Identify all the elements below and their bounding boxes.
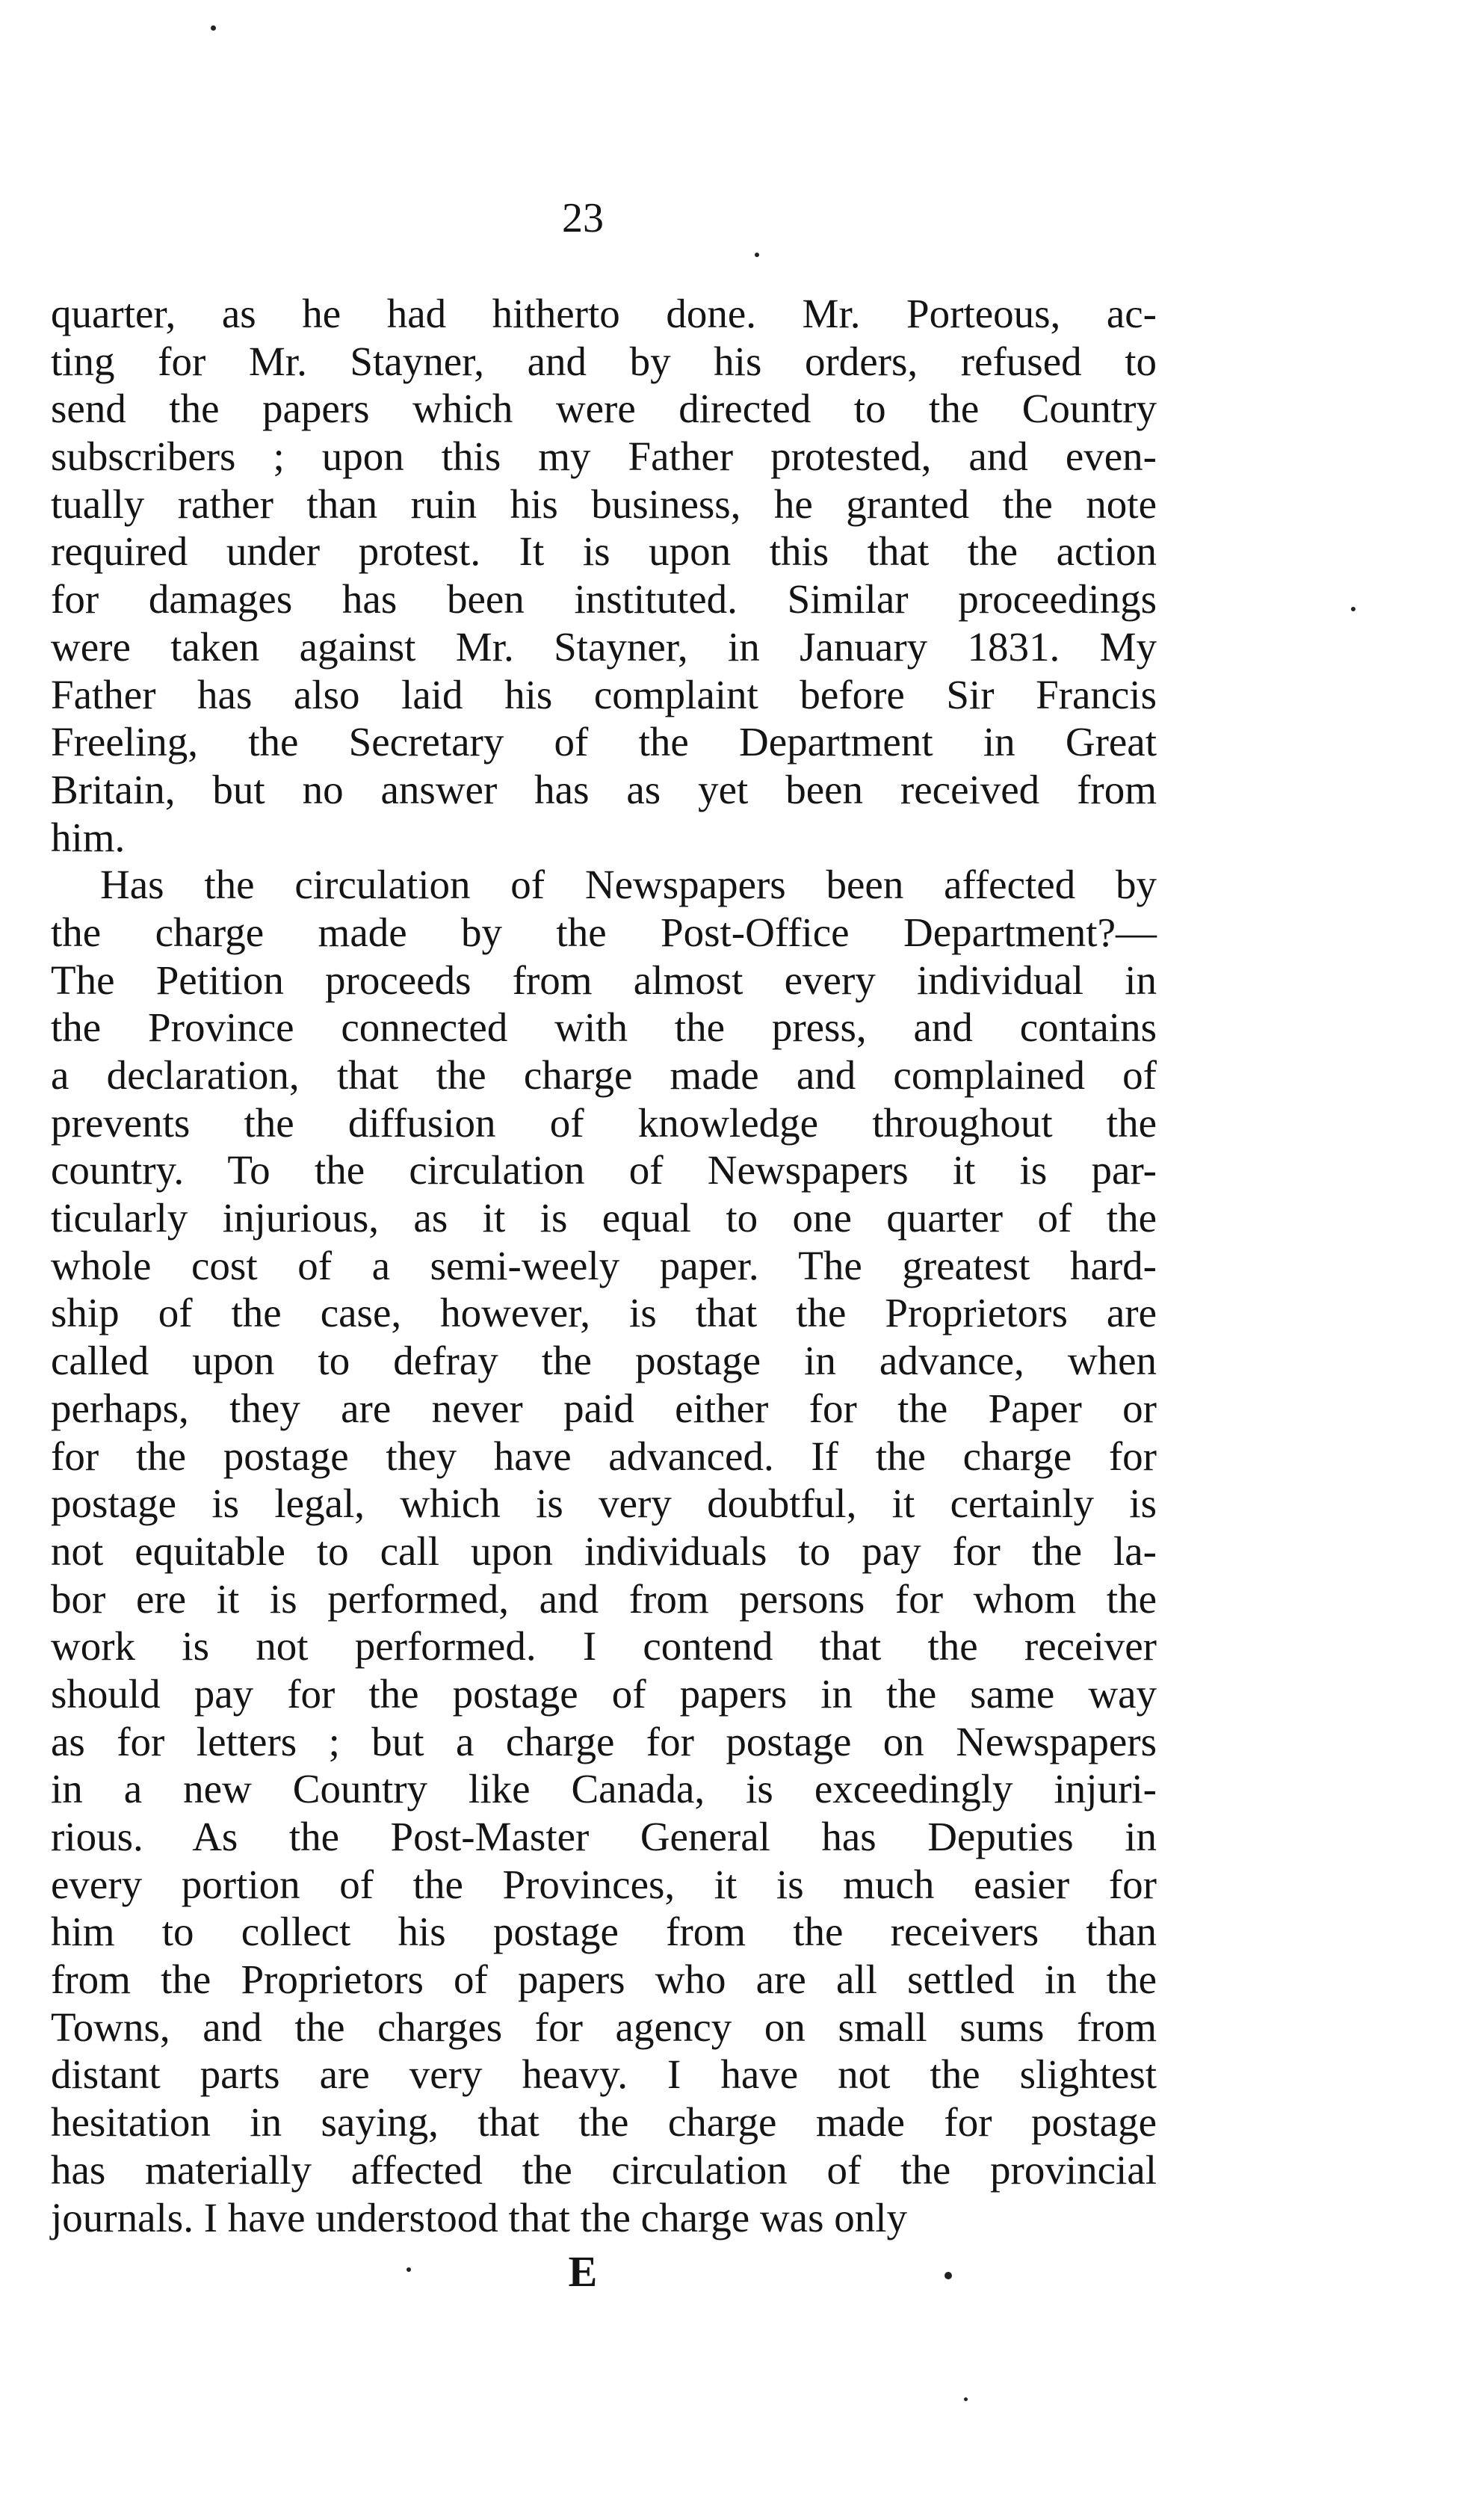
text-line: Towns, and the charges for agency on small sums from	[51, 2004, 1157, 2050]
text-line: country. To the circulation of Newspapers it is par-	[51, 1147, 1157, 1193]
text-line: not equitable to call upon individuals to pay for the la-	[51, 1528, 1157, 1574]
text-line: called upon to defray the postage in advance, when	[51, 1338, 1157, 1384]
text-line: as for letters ; but a charge for postage on Newspapers	[51, 1718, 1157, 1764]
text-line: has materially affected the circulation of the provincial	[51, 2146, 1157, 2193]
ink-speck	[964, 2397, 968, 2401]
text-line: him to collect his postage from the receivers than	[51, 1909, 1157, 1955]
text-line: quarter, as he had hitherto done. Mr. Porteous, ac-	[51, 291, 1157, 336]
text-line: Britain, but no answer has as yet been received from	[51, 766, 1157, 812]
text-line: ting for Mr. Stayner, and by his orders, refused to	[51, 338, 1157, 384]
ink-speck	[211, 25, 216, 31]
text-line: a declaration, that the charge made and complained of	[51, 1052, 1157, 1098]
text-line: the charge made by the Post-Office Department?—	[51, 909, 1157, 955]
text-line: for damages has been instituted. Similar proceedings	[51, 576, 1157, 623]
text-line: were taken against Mr. Stayner, in January 1831. My	[51, 623, 1157, 670]
text-line: hesitation in saying, that the charge made for postage	[51, 2099, 1157, 2146]
text-line: tually rather than ruin his business, he granted the note	[51, 481, 1157, 527]
ink-speck	[755, 253, 759, 257]
text-line: rious. As the Post-Master General has Deputies in	[51, 1814, 1157, 1859]
text-line: required under protest. It is upon this that the action	[51, 528, 1157, 575]
page-number: 23	[562, 195, 604, 241]
text-line: every portion of the Provinces, it is much easier for	[51, 1861, 1157, 1907]
ink-speck	[1351, 607, 1355, 611]
ink-speck	[406, 2267, 411, 2272]
text-line: journals. I have understood that the charge was only	[51, 2194, 908, 2240]
text-line: bor ere it is performed, and from persons for whom the	[51, 1575, 1157, 1622]
text-line: Has the circulation of Newspapers been affected by	[100, 862, 1157, 908]
text-line: perhaps, they are never paid either for the Paper or	[51, 1385, 1157, 1431]
text-line: Father has also laid his complaint before Sir Francis	[51, 671, 1157, 717]
ink-speck	[944, 2272, 952, 2279]
body-text	[51, 290, 1157, 2241]
text-line: work is not performed. I contend that the receiver	[51, 1623, 1157, 1670]
text-line: Freeling, the Secretary of the Department in Great	[51, 719, 1157, 765]
text-line: from the Proprietors of papers who are all settled in the	[51, 1956, 1157, 2003]
text-line: distant parts are very heavy. I have not the slightest	[51, 2051, 1157, 2098]
text-line: postage is legal, which is very doubtful, it certainly is	[51, 1480, 1157, 1527]
text-line: the Province connected with the press, and contains	[51, 1004, 1157, 1051]
text-line: ship of the case, however, is that the Proprietors are	[51, 1290, 1157, 1336]
text-line: send the papers which were directed to the Country	[51, 386, 1157, 432]
signature-mark: E	[568, 2247, 598, 2296]
text-line: prevents the diffusion of knowledge throughout the	[51, 1099, 1157, 1146]
text-line: for the postage they have advanced. If the charge for	[51, 1433, 1157, 1479]
text-line: him.	[51, 814, 126, 860]
text-line: The Petition proceeds from almost every individual in	[51, 957, 1157, 1003]
text-line: ticularly injurious, as it is equal to one quarter of the	[51, 1195, 1157, 1241]
text-line: should pay for the postage of papers in the same way	[51, 1670, 1157, 1717]
text-line: subscribers ; upon this my Father protested, and even-	[51, 433, 1157, 480]
text-line: whole cost of a semi-weely paper. The greatest hard-	[51, 1242, 1157, 1288]
text-line: in a new Country like Canada, is exceedingly injuri-	[51, 1766, 1157, 1812]
